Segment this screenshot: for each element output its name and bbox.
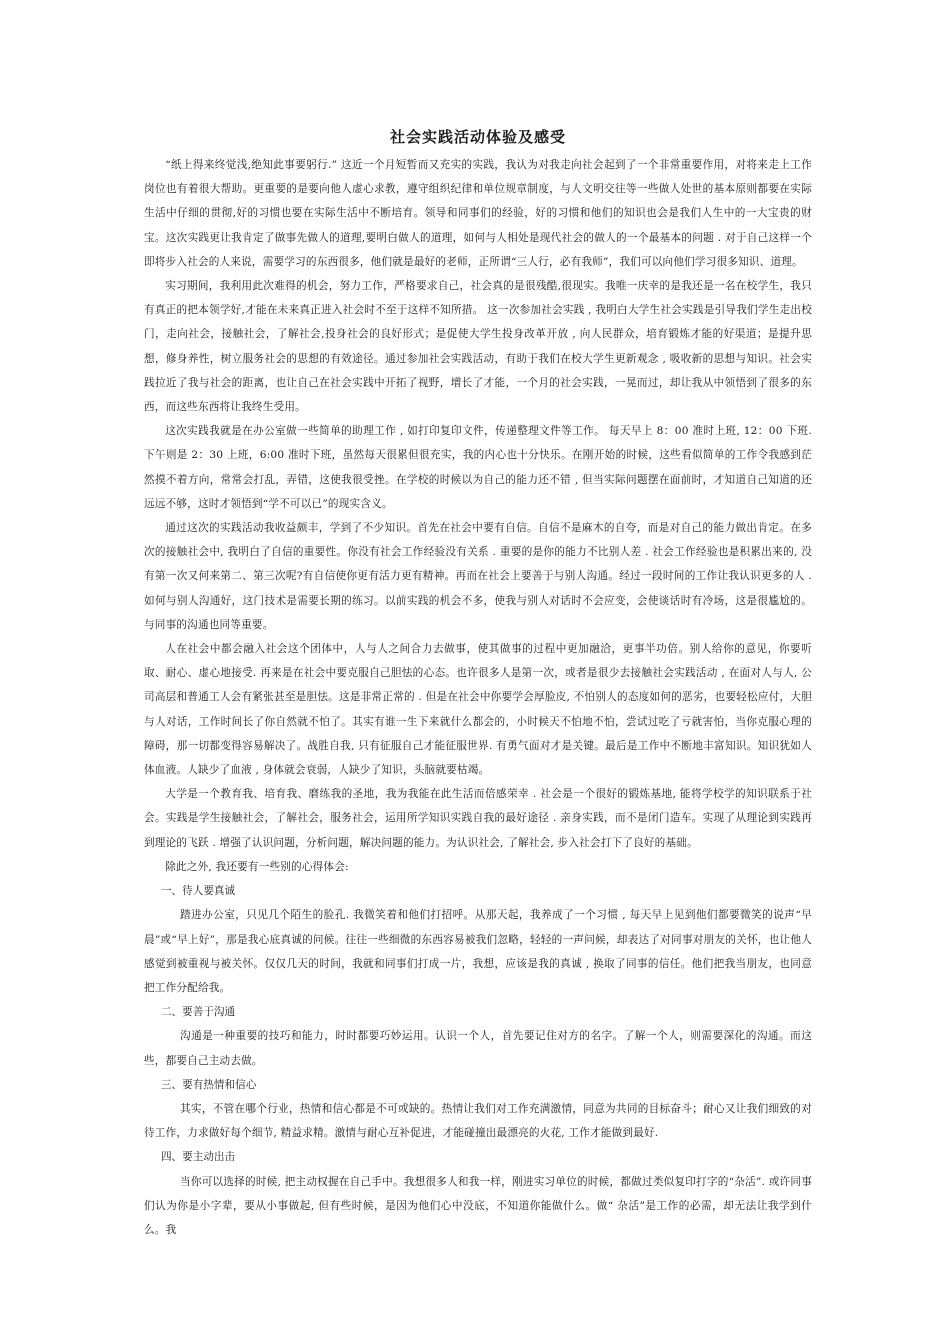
section-heading-sincerity: 一、待人要真诚 bbox=[160, 885, 236, 898]
paragraph-intro: “纸上得来终觉浅,绝知此事要躬行.” 这近一个月短暂而又充实的实践，我认为对我走向社会起到了一个非常重要作用，对将来走上工作岗位也有着很大帮助。更重要的是要向他人虚心求教，遵守组织纪律和单位规章制度，与人文明交往等一些做人处世的基本原则都要在实际生活中仔细的贯彻,好的习惯也要在实际生活中不断培育。领导和同事们的经验，好的习惯和他们的知识也会是我们人生中的一大宝贵的财宝。这次实践更让我肯定了做事先做人的道理,要明白做人的道理，如何与人相处是现代社会的做人的一个最基本的问题 . 对于自己这样一个即将步入社会的人来说，需要学习的东西很多，他们就是最好的老师，正所谓“三人行，必有我师”，我们可以向他们学习很多知识、道理。 bbox=[144, 159, 812, 268]
section-heading-initiative: 四、要主动出击 bbox=[160, 1151, 236, 1164]
paragraph-internship: 实习期间，我利用此次难得的机会，努力工作，严格要求自己，社会真的是很残酷,很现实。我唯一庆幸的是我还是一名在校学生，我只有真正的把本领学好,才能在未来真正进入社会时不至于这样不知所措。 这一次参加社会实践 , 我明白大学生社会实践是引导我们学生走出校门，走向社会，接触社会，了解社会,投身社会的良好形式；是促使大学生投身改革开放 , 向人民群众，培育锻炼才能的好渠道；是提升思想，修身养性，树立服务社会的思想的有效途径。通过参加社会实践活动，有助于我们在校大学生更新观念 , 吸收新的思想与知识。社会实践拉近了我与社会的距离，也让自己在社会实践中开拓了视野，增长了才能，一个月的社会实践，一晃而过，却让我从中领悟到了很多的东西，而这些东西将让我终生受用。 bbox=[144, 280, 812, 414]
paragraph-confidence: 通过这次的实践活动我收益颇丰，学到了不少知识。首先在社会中要有自信。自信不是麻木的自夸，而是对自己的能力做出肯定。在多次的接触社会中, 我明白了自信的重要性。你没有社会工作经验没有关系 . 重要的是你的能力不比别人差 . 社会工作经验也是积累出来的, 没有第一次又何来第二、第三次呢?有自信使你更有活力更有精神。再而在社会上要善于与别人沟通。经过一段时间的工作让我认识更多的人 . 如何与别人沟通好，这门技术是需要长期的练习。以前实践的机会不多，使我与别人对话时不会应变，会使谈话时有冷场，这是很尴尬的。与同事的沟通也同等重要。 bbox=[144, 522, 812, 631]
section-text-sincerity: 踏进办公室，只见几个陌生的脸孔. 我微笑着和他们打招呼。从那天起，我养成了一个习惯 , 每天早上见到他们都要微笑的说声“早晨”或“早上好”，那是我心底真诚的问候。往往一些细微的东西容易被我们忽略，轻轻的一声问候，却表达了对同事对朋友的关怀，也让他人感觉到被重视与被关怀。仅仅几天的时间，我就和同事们打成一片，我想，应该是我的真诚 , 换取了同事的信任。他们把我当朋友，也同意把工作分配给我。 bbox=[144, 909, 812, 994]
section-text-enthusiasm: 其实，不管在哪个行业，热情和信心都是不可或缺的。热情让我们对工作充满激情，同意为共同的目标奋斗；耐心又让我们细致的对待工作，力求做好每个细节, 精益求精。激情与耐心互补促进，才能碰撞出最漂亮的火花, 工作才能做到最好. bbox=[144, 1102, 812, 1140]
section-heading-communication: 二、要善于沟通 bbox=[160, 1006, 236, 1019]
section-heading-enthusiasm: 三、要有热情和信心 bbox=[160, 1078, 257, 1091]
section-text-communication: 沟通是一种重要的技巧和能力，时时都要巧妙运用。认识一个人，首先要记住对方的名字。了解一个人，则需要深化的沟通。而这些，都要自己主动去做。 bbox=[144, 1030, 812, 1067]
document-title: 社会实践活动体验及感受 bbox=[389, 128, 566, 146]
paragraph-teamwork: 人在社会中都会融入社会这个团体中，人与人之间合力去做事，使其做事的过程中更加融洽，更事半功倍。别人给你的意见，你要听取、耐心、虚心地接受. 再来是在社会中要克服自己胆怯的心态。也许很多人是第一次，或者是很少去接触社会实践活动 , 在面对人与人, 公司高层和普通工人会有紧张甚至是胆怯。这是非常正常的 . 但是在社会中你要学会厚脸皮, 不怕别人的态度如何的恶劣，也要轻松应付，大胆与人对话，工作时间长了你自然就不怕了。其实有谁一生下来就什么都会的，小时候天不怕地不怕，尝试过吃了亏就害怕，当你克服心理的障碍，那一切都变得容易解决了。战胜自我, 只有征服自己才能征服世界. 有勇气面对才是关键。最后是工作中不断地丰富知识。知识犹如人体血液。人缺少了血液 , 身体就会衰弱，人缺少了知识，头脑就要枯竭。 bbox=[144, 643, 812, 777]
paragraph-other-insights: 除此之外, 我还要有一些别的心得体会: bbox=[165, 860, 349, 873]
paragraph-university: 大学是一个教育我、培育我、磨练我的圣地，我为我能在此生活而倍感荣幸 . 社会是一个很好的锻炼基地, 能将学校学的知识联系于社会。实践是学生接触社会，了解社会，服务社会，运用所学知识实践自我的最好途径 . 亲身实践，而不是闭门造车。实现了从理论到实践再到理论的飞跃 . 增强了认识问题，分析问题，解决问题的能力。为认识社会, 了解社会, 步入社会打下了良好的基础。 bbox=[144, 788, 812, 849]
document-page bbox=[144, 118, 812, 1242]
section-text-initiative: 当你可以选择的时候, 把主动权握在自己手中。我想很多人和我一样，刚进实习单位的时候，都做过类似复印打字的“杂活”. 或许同事们认为你是小字辈，要从小事做起, 但有些时候，是因为他们心中没底，不知道你能做什么。做“ 杂活”是工作的必需，却无法让我学到什么。我 bbox=[144, 1175, 812, 1236]
paragraph-office-work: 这次实践我就是在办公室做一些简单的助理工作 , 如打印复印文件，传递整理文件等工作。 每天早上 8：00 准时上班, 12：00 下班. 下午则是 2：30 上班，6:00 准时下班，虽然每天很累但很充实，我的内心也十分快乐。在刚开始的时候，这些看似简单的工作令我感到茫然摸不着方向，常常会打乱，弄错，这使我很受挫。在学校的时候以为自己的能力还不错 , 但当实际问题摆在面前时，才知道自己知道的还远远不够，这时才领悟到“学不可以已”的现实含义。 bbox=[144, 425, 812, 510]
